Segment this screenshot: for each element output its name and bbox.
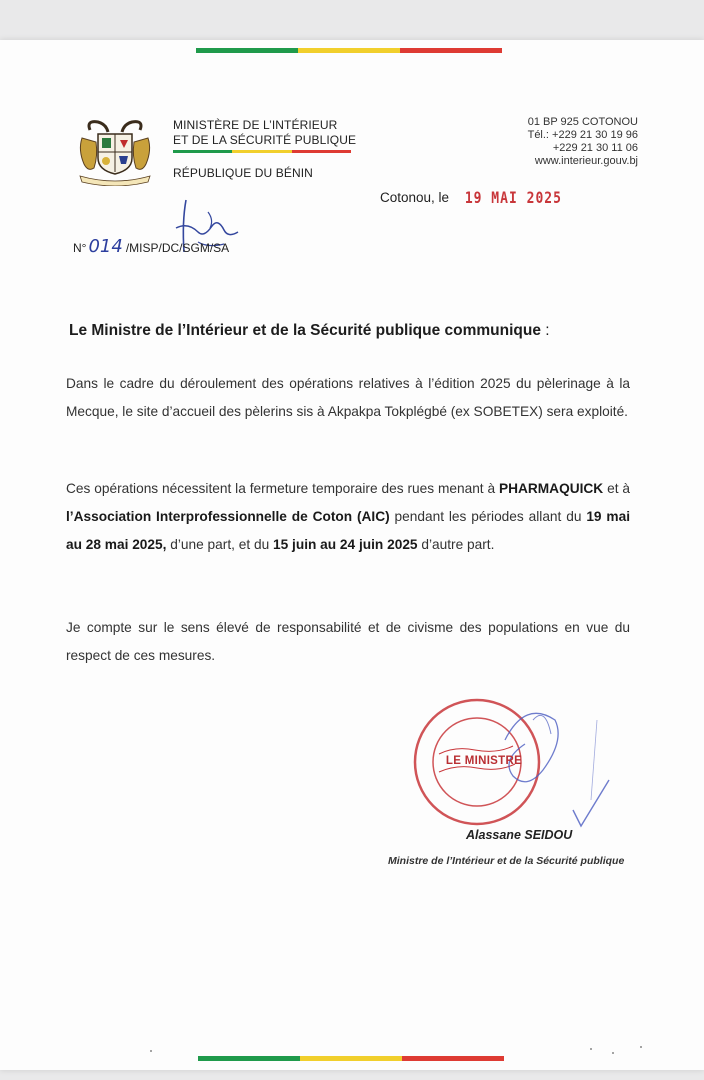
- p2-text-a: Ces opérations nécessitent la fermeture temporaire des rues menant à: [66, 481, 499, 496]
- flag-underline: [173, 150, 351, 153]
- p2-pharmaquick: PHARMAQUICK: [499, 481, 604, 496]
- signer-name: Alassane SEIDOU: [466, 828, 573, 842]
- benin-coat-of-arms-icon: [76, 116, 154, 186]
- reference-handwritten-number: 014: [88, 236, 123, 257]
- paragraph-2: [66, 475, 630, 559]
- signer-title: Ministre de l’Intérieur et de la Sécurité publique: [388, 855, 625, 867]
- p2-text-e: pendant les périodes allant du: [389, 509, 587, 524]
- reference-prefix: N°: [73, 241, 87, 255]
- stamp-center-text: LE MINISTRE: [445, 755, 523, 767]
- flag-stripe-top: [196, 48, 502, 53]
- flag-stripe-bottom: [198, 1056, 504, 1061]
- p2-text-i: d’autre part.: [417, 537, 495, 552]
- reference-number: [73, 236, 229, 257]
- ministry-name-line1: MINISTÈRE DE L’INTÉRIEUR: [173, 118, 338, 132]
- date-stamp: 19 MAI 2025: [464, 189, 562, 208]
- paragraph-1: Dans le cadre du déroulement des opérations relatives à l’édition 2025 du pèlerinage à la Mecque, le site d’accueil des pèlerins sis à Akpakpa Tokplégbé (ex SOBETEX) sera exploité.: [66, 376, 630, 419]
- po-box: 01 BP 925 COTONOU: [527, 116, 638, 128]
- document-page: [0, 40, 704, 1070]
- p2-aic: l’Association Interprofessionnelle de Coton (AIC): [66, 509, 390, 524]
- p2-period-2: 15 juin au 24 juin 2025: [273, 537, 418, 552]
- website-link[interactable]: www.interieur.gouv.bj: [534, 155, 638, 167]
- telephone-1: Tél.: +229 21 30 19 96: [527, 129, 638, 141]
- date-label: Cotonou, le: [380, 190, 450, 205]
- communique-heading: [69, 322, 669, 340]
- reference-suffix: /MISP/DC/SGM/SA: [125, 241, 230, 255]
- ministry-name-line2: ET DE LA SÉCURITÉ PUBLIQUE: [173, 133, 357, 147]
- telephone-2: +229 21 30 11 06: [552, 142, 638, 154]
- republic-name: RÉPUBLIQUE DU BÉNIN: [173, 166, 313, 180]
- heading-text: Le Ministre de l’Intérieur et de la Sécurité publique communique: [69, 322, 541, 339]
- heading-colon: :: [540, 322, 550, 339]
- date-line: [380, 190, 562, 206]
- paragraph-3: Je compte sur le sens élevé de responsabilité et de civisme des populations en vue du respect de ces mesures.: [66, 620, 630, 663]
- p2-text-c: et à: [603, 481, 630, 496]
- contact-address: [528, 116, 638, 168]
- p2-text-g: d’une part, et du: [166, 537, 273, 552]
- ministry-header: [173, 118, 373, 181]
- p2-period-1: 19 mai au 28 mai 2025,: [66, 509, 630, 552]
